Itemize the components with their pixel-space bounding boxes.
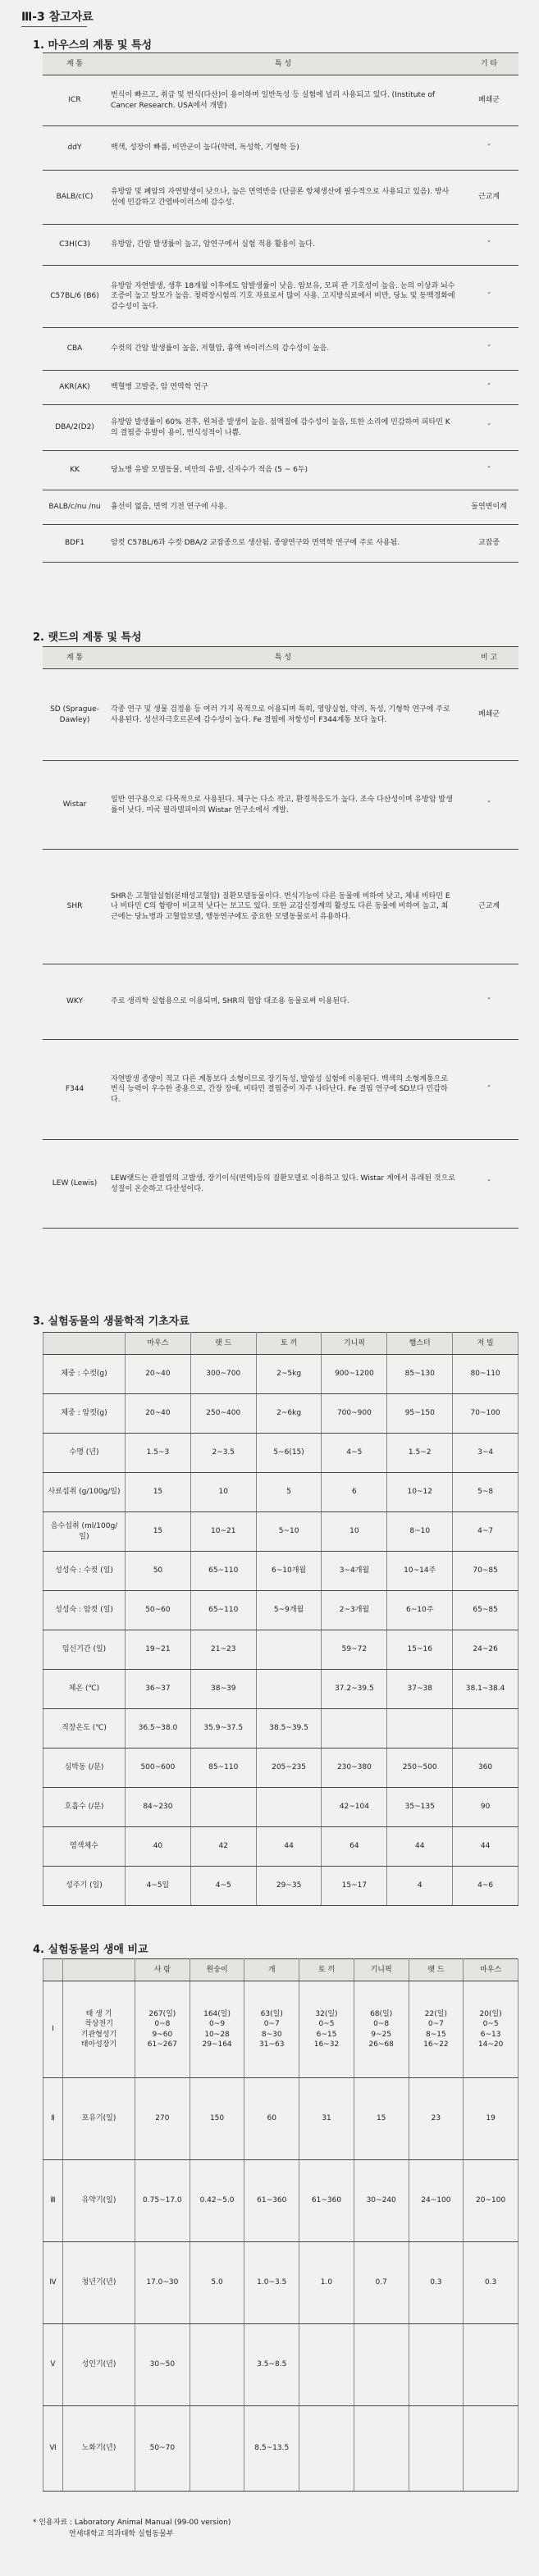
col-header: 랫 드 — [190, 1333, 256, 1355]
rat-strain-table — [43, 646, 518, 1229]
table-row — [43, 1788, 518, 1827]
table-row — [43, 1709, 518, 1748]
col-header: 개 — [244, 1959, 299, 1981]
strain-note: ″ — [459, 266, 518, 328]
table-row — [43, 1748, 518, 1788]
cell: 20~40 — [126, 1394, 191, 1434]
age-comparison-table — [43, 1958, 518, 2492]
cell: 267(일) 0~8 9~60 61~267 — [135, 1981, 190, 2078]
strain-note: ″ — [459, 371, 518, 405]
cell — [256, 1670, 322, 1709]
col-header: 특 성 — [107, 647, 459, 669]
strain-name: BDF1 — [43, 525, 107, 563]
cell: 500~600 — [126, 1748, 191, 1788]
cell: 21~23 — [190, 1630, 256, 1670]
cell: 22(일) 0~7 8~15 16~22 — [409, 1981, 464, 2078]
table-row — [43, 2078, 518, 2160]
cell — [299, 2406, 354, 2492]
cell: 5~6(15) — [256, 1434, 322, 1473]
strain-desc: 당뇨병 유발 모델동물, 비만의 유발, 신자수가 적음 (5 ~ 6두) — [107, 451, 459, 490]
cell: 30~50 — [135, 2324, 190, 2406]
cell: 230~380 — [322, 1748, 387, 1788]
row-label: 체온 (℃) — [43, 1670, 126, 1709]
cell: 80~110 — [453, 1355, 518, 1394]
cell: 250~400 — [190, 1394, 256, 1434]
cell: 700~900 — [322, 1394, 387, 1434]
cell: 10 — [190, 1473, 256, 1512]
row-label: 유약기(일) — [63, 2160, 135, 2242]
strain-desc: 백색, 성장이 빠름, 비만군이 높다(약력, 독성학, 기형학 등) — [107, 126, 459, 171]
cell: 4~5 — [190, 1867, 256, 1906]
cell: 35~135 — [387, 1788, 453, 1827]
strain-desc: 유방암 발생률이 60% 전후, 원쳐종 발생이 높음. 점액질에 감수성이 높음, 또한 소리에 민감하여 피타민 K의 결핍증 유발이 용이, 번식성적이 나쁨. — [107, 405, 459, 451]
cell: 1.0~3.5 — [244, 2242, 299, 2324]
cell — [256, 1788, 322, 1827]
cell: 6~10주 — [387, 1591, 453, 1630]
strain-note: 근교계 — [459, 850, 518, 964]
footnote-org: 연세대학교 의과대학 실험동물부 — [69, 2529, 174, 2538]
row-label: 성성숙 : 암컷 (일) — [43, 1591, 126, 1630]
cell: 4~5 — [322, 1434, 387, 1473]
cell: 64 — [322, 1827, 387, 1867]
row-label: 직장온도 (℃) — [43, 1709, 126, 1748]
cell: 50~60 — [126, 1591, 191, 1630]
cell: 1.5~3 — [126, 1434, 191, 1473]
cell: 300~700 — [190, 1355, 256, 1394]
row-roman: Ⅳ — [43, 2242, 63, 2324]
strain-name: CBA — [43, 328, 107, 371]
cell: 2~3.5 — [190, 1434, 256, 1473]
cell: 65~110 — [190, 1552, 256, 1591]
cell: 900~1200 — [322, 1355, 387, 1394]
cell: 5 — [256, 1473, 322, 1512]
cell: 15 — [354, 2078, 409, 2160]
strain-name: F344 — [43, 1040, 107, 1140]
cell: 35.9~37.5 — [190, 1709, 256, 1748]
cell: 360 — [453, 1748, 518, 1788]
cell: 1.5~2 — [387, 1434, 453, 1473]
strain-note: ″ — [459, 328, 518, 371]
cell: 68(일) 0~8 9~25 26~68 — [354, 1981, 409, 2078]
strain-desc: 암컷 C57BL/6과 수컷 DBA/2 교잡종으로 생산됨. 종양연구와 면역학 연구에 주로 사용됨. — [107, 525, 459, 563]
cell: 0.3 — [464, 2242, 518, 2324]
col-header: 사 람 — [135, 1959, 190, 1981]
cell: 10~14주 — [387, 1552, 453, 1591]
col-header: 토 끼 — [299, 1959, 354, 1981]
strain-desc: 유방암 및 폐암의 자연발생이 낮으나, 높은 면역반응 (단클론 항체생산에 필수적으로 사용되고 있음). 방사선에 민감하고 간염바이러스에 감수성. — [107, 171, 459, 225]
row-label: 성인기(년) — [63, 2324, 135, 2406]
mouse-strain-table — [43, 52, 518, 563]
strain-name: BALB/c(C) — [43, 171, 107, 225]
cell: 37.2~39.5 — [322, 1670, 387, 1709]
cell: 4~7 — [453, 1512, 518, 1552]
table-row — [43, 75, 518, 126]
row-label: 호흡수 (/분) — [43, 1788, 126, 1827]
table-row — [43, 1434, 518, 1473]
cell: 95~150 — [387, 1394, 453, 1434]
cell: 2~5kg — [256, 1355, 322, 1394]
table-row — [43, 2406, 518, 2492]
strain-name: DBA/2(D2) — [43, 405, 107, 451]
cell: 40 — [126, 1827, 191, 1867]
cell: 70~100 — [453, 1394, 518, 1434]
cell: 15 — [126, 1512, 191, 1552]
col-header: 계 통 — [43, 53, 107, 75]
strain-note: 폐쇄군 — [459, 75, 518, 126]
cell: 36.5~38.0 — [126, 1709, 191, 1748]
cell: 36~37 — [126, 1670, 191, 1709]
table-row — [43, 266, 518, 328]
cell — [354, 2406, 409, 2492]
table-row — [43, 2324, 518, 2406]
strain-name: AKR(AK) — [43, 371, 107, 405]
col-header: 랫 드 — [409, 1959, 464, 1981]
col-header: 토 끼 — [256, 1333, 322, 1355]
cell: 37~38 — [387, 1670, 453, 1709]
cell: 10 — [322, 1512, 387, 1552]
cell: 85~130 — [387, 1355, 453, 1394]
col-header: 저 빌 — [453, 1333, 518, 1355]
col-header: 햄스터 — [387, 1333, 453, 1355]
cell — [190, 2406, 244, 2492]
cell: 30~240 — [354, 2160, 409, 2242]
table-row — [43, 761, 518, 850]
cell: 19~21 — [126, 1630, 191, 1670]
col-header: 기 타 — [459, 53, 518, 75]
row-label: 성주기 (일) — [43, 1867, 126, 1906]
cell: 164(일) 0~9 10~28 29~164 — [190, 1981, 244, 2078]
row-label: 체중 : 수컷(g) — [43, 1355, 126, 1394]
mouse-section-title: 1. 마우스의 계통 및 특성 — [33, 39, 153, 52]
cell: 38.5~39.5 — [256, 1709, 322, 1748]
strain-name: WKY — [43, 964, 107, 1040]
cell — [354, 2324, 409, 2406]
strain-note: ″ — [459, 1040, 518, 1140]
cell — [322, 1709, 387, 1748]
col-header: 기니픽 — [322, 1333, 387, 1355]
strain-desc: 백혈병 고발증, 암 면역학 연구 — [107, 371, 459, 405]
strain-desc: 자연발생 종양이 적고 다른 계통보다 소형이므로 장기독성, 발암성 실험에 이용된다. 백색의 소형계통으로 번식 능력이 우수한 종용으로, 간장 장애, 비타민 결핍증이 자주 나타난다. Fe 결핍 연구에 SD보다 민감하다. — [107, 1040, 459, 1140]
strain-name: Wistar — [43, 761, 107, 850]
col-header: 특 성 — [107, 53, 459, 75]
row-label: 임신기간 (일) — [43, 1630, 126, 1670]
table-row — [43, 1630, 518, 1670]
col-header: 계 통 — [43, 647, 107, 669]
cell: 20~40 — [126, 1355, 191, 1394]
table-row — [43, 490, 518, 525]
col-header: 원숭이 — [190, 1959, 244, 1981]
table-row — [43, 2160, 518, 2242]
row-label: 청년기(년) — [63, 2242, 135, 2324]
header-divider — [21, 26, 87, 27]
row-label: 수명 (년) — [43, 1434, 126, 1473]
col-header — [43, 1959, 63, 1981]
strain-note: 근교계 — [459, 171, 518, 225]
table-row — [43, 1355, 518, 1394]
table-row — [43, 225, 518, 266]
strain-note: ″ — [459, 761, 518, 850]
cell: 60 — [244, 2078, 299, 2160]
cell: 23 — [409, 2078, 464, 2160]
col-header: 마우스 — [464, 1959, 518, 1981]
cell: 50 — [126, 1552, 191, 1591]
cell: 20(일) 0~5 6~13 14~20 — [464, 1981, 518, 2078]
cell: 65~85 — [453, 1591, 518, 1630]
table-row — [43, 1552, 518, 1591]
strain-desc: 주로 생리학 실험용으로 이용되며, SHR의 협압 대조용 동물로써 이용된다. — [107, 964, 459, 1040]
row-roman: Ⅱ — [43, 2078, 63, 2160]
cell — [299, 2324, 354, 2406]
cell: 61~360 — [299, 2160, 354, 2242]
strain-name: SD (Sprague-Dawley) — [43, 669, 107, 761]
cell: 42~104 — [322, 1788, 387, 1827]
row-label: 심박동 (/분) — [43, 1748, 126, 1788]
strain-note: ″ — [459, 405, 518, 451]
cell: 6 — [322, 1473, 387, 1512]
strain-name: BALB/c/nu /nu — [43, 490, 107, 525]
row-roman: Ⅴ — [43, 2324, 63, 2406]
cell: 5.0 — [190, 2242, 244, 2324]
table-row — [43, 2242, 518, 2324]
strain-name: ddY — [43, 126, 107, 171]
table-row — [43, 171, 518, 225]
row-roman: Ⅵ — [43, 2406, 63, 2492]
cell: 85~110 — [190, 1748, 256, 1788]
strain-desc: 각종 연구 및 생물 검정용 등 여러 가지 목적으로 이용되며 특히, 영양실험, 약리, 독성, 기형학 연구에 주로 사용된다. 성선자극호르몬에 감수성이 높다. Fe 결핍에 저항성이 F344계통 보다 높다. — [107, 669, 459, 761]
cell: 31 — [299, 2078, 354, 2160]
table-row — [43, 1827, 518, 1867]
cell: 8.5~13.5 — [244, 2406, 299, 2492]
cell: 38~39 — [190, 1670, 256, 1709]
cell: 250~500 — [387, 1748, 453, 1788]
row-label: 음수섭취 (ml/100g/일) — [43, 1512, 126, 1552]
row-label: 사료섭취 (g/100g/일) — [43, 1473, 126, 1512]
cell: 0.42~5.0 — [190, 2160, 244, 2242]
table-row — [43, 1591, 518, 1630]
strain-desc: 수컷의 간암 발생률이 높음, 저혈압, 흉액 바이러스의 감수성이 높음. — [107, 328, 459, 371]
cell: 63(일) 0~7 8~30 31~63 — [244, 1981, 299, 2078]
cell: 0.3 — [409, 2242, 464, 2324]
strain-desc: 번식이 빠르고, 취급 및 번식(다산)이 용이하며 일반독성 등 실험에 널리 사용되고 있다. (Institute of Cancer Research. USA에서 개발) — [107, 75, 459, 126]
strain-note: ″ — [459, 1140, 518, 1229]
cell: 15~17 — [322, 1867, 387, 1906]
table-row — [43, 1040, 518, 1140]
cell: 2~3개월 — [322, 1591, 387, 1630]
table-row — [43, 1473, 518, 1512]
table-row — [43, 1670, 518, 1709]
cell: 32(일) 0~5 6~15 16~32 — [299, 1981, 354, 2078]
cell: 20~100 — [464, 2160, 518, 2242]
cell: 3.5~8.5 — [244, 2324, 299, 2406]
table-row — [43, 1981, 518, 2078]
cell: 44 — [387, 1827, 453, 1867]
footnote — [33, 2518, 231, 2540]
cell: 50~70 — [135, 2406, 190, 2492]
cell: 3~4개월 — [322, 1552, 387, 1591]
cell: 2~6kg — [256, 1394, 322, 1434]
cell: 70~85 — [453, 1552, 518, 1591]
table-row — [43, 964, 518, 1040]
cell: 205~235 — [256, 1748, 322, 1788]
cell: 5~10 — [256, 1512, 322, 1552]
cell: 270 — [135, 2078, 190, 2160]
strain-desc: 흉선이 없음, 면역 기전 연구에 사용. — [107, 490, 459, 525]
cell: 150 — [190, 2078, 244, 2160]
cell — [464, 2324, 518, 2406]
cell: 10~12 — [387, 1473, 453, 1512]
col-header — [43, 1333, 126, 1355]
strain-name: C57BL/6 (B6) — [43, 266, 107, 328]
cell: 10~21 — [190, 1512, 256, 1552]
cell: 19 — [464, 2078, 518, 2160]
cell: 1.0 — [299, 2242, 354, 2324]
row-roman: Ⅰ — [43, 1981, 63, 2078]
row-label: 포유기(일) — [63, 2078, 135, 2160]
table-row — [43, 451, 518, 490]
table-row — [43, 1394, 518, 1434]
cell: 44 — [256, 1827, 322, 1867]
table-row — [43, 850, 518, 964]
col-header: 비 고 — [459, 647, 518, 669]
cell — [409, 2324, 464, 2406]
strain-desc: LEW랫드는 관절염의 고발생, 장기이식(면역)등의 질환모델로 이용하고 있다. Wistar 계에서 유래된 것으로 성질이 온순하고 다산성이다. — [107, 1140, 459, 1229]
strain-note: 교잡종 — [459, 525, 518, 563]
strain-note: ″ — [459, 225, 518, 266]
cell: 4~6 — [453, 1867, 518, 1906]
strain-name: LEW (Lewis) — [43, 1140, 107, 1229]
footnote-source: * 인용자료 : Laboratory Animal Manual (99-00 version) — [33, 2519, 231, 2527]
row-label: 노화기(년) — [63, 2406, 135, 2492]
table-row — [43, 405, 518, 451]
section-header: Ⅲ-3 참고자료 — [21, 11, 94, 24]
strain-note: 폐쇄군 — [459, 669, 518, 761]
strain-note: ″ — [459, 126, 518, 171]
bio-data-table — [43, 1332, 518, 1906]
strain-desc: 유방암, 간암 발생률이 높고, 암연구에서 실험 적용 활용이 높다. — [107, 225, 459, 266]
cell: 24~100 — [409, 2160, 464, 2242]
cell — [464, 2406, 518, 2492]
row-label: 태 생 기 착상전기 기관형성기 태아성장기 — [63, 1981, 135, 2078]
cell — [387, 1709, 453, 1748]
cell: 5~8 — [453, 1473, 518, 1512]
age-section-title: 4. 실험동물의 생애 비교 — [33, 1944, 148, 1956]
strain-note: 돌연변이계 — [459, 490, 518, 525]
cell: 8~10 — [387, 1512, 453, 1552]
cell: 3~4 — [453, 1434, 518, 1473]
col-header: 기니픽 — [354, 1959, 409, 1981]
cell — [190, 2324, 244, 2406]
cell: 0.7 — [354, 2242, 409, 2324]
strain-note: ″ — [459, 964, 518, 1040]
table-row — [43, 525, 518, 563]
col-header — [63, 1959, 135, 1981]
cell: 15~16 — [387, 1630, 453, 1670]
cell — [409, 2406, 464, 2492]
table-row — [43, 328, 518, 371]
cell — [453, 1709, 518, 1748]
strain-name: C3H(C3) — [43, 225, 107, 266]
cell: 42 — [190, 1827, 256, 1867]
strain-note: ″ — [459, 451, 518, 490]
table-row — [43, 1867, 518, 1906]
row-roman: Ⅲ — [43, 2160, 63, 2242]
cell: 24~26 — [453, 1630, 518, 1670]
strain-name: SHR — [43, 850, 107, 964]
table-row — [43, 669, 518, 761]
cell: 6~10개월 — [256, 1552, 322, 1591]
cell: 38.1~38.4 — [453, 1670, 518, 1709]
row-label: 체중 : 암컷(g) — [43, 1394, 126, 1434]
row-label: 성성숙 : 수컷 (일) — [43, 1552, 126, 1591]
strain-name: ICR — [43, 75, 107, 126]
cell: 4~5일 — [126, 1867, 191, 1906]
rat-section-title: 2. 랫드의 계통 및 특성 — [33, 631, 142, 644]
cell: 0.75~17.0 — [135, 2160, 190, 2242]
table-row — [43, 1512, 518, 1552]
cell: 5~9개월 — [256, 1591, 322, 1630]
cell: 65~110 — [190, 1591, 256, 1630]
cell: 59~72 — [322, 1630, 387, 1670]
bio-section-title: 3. 실험동물의 생물학적 기초자료 — [33, 1315, 190, 1328]
strain-name: KK — [43, 451, 107, 490]
cell: 84~230 — [126, 1788, 191, 1827]
cell — [256, 1630, 322, 1670]
cell: 4 — [387, 1867, 453, 1906]
table-row — [43, 371, 518, 405]
row-label: 염색체수 — [43, 1827, 126, 1867]
col-header: 마우스 — [126, 1333, 191, 1355]
strain-desc: 일반 연구용으로 다목적으로 사용된다. 체구는 다소 작고, 환경적응도가 높다. 조숙 다산성이며 유방암 발생률이 낮다. 미국 필라델피아의 Wistar 연구소에서 개발. — [107, 761, 459, 850]
table-row — [43, 1140, 518, 1229]
strain-desc: 유방암 자연발생, 생후 18개월 이후에도 암발생률이 낮음. 암보유, 모피 관 기호성이 높음. 눈의 이상과 뇌수조증이 높고 탈모가 높음. 청력장시험의 기호 자료로서 많이 사용. 고지방식료에서 비만, 당뇨 및 동맥경화에 감수성이 높다. — [107, 266, 459, 328]
cell: 29~35 — [256, 1867, 322, 1906]
strain-desc: SHR은 고혈압실험(본태성고혈압) 질환모델동물이다. 번식기능이 다른 동물에 비하여 낮고, 체내 비타민 E나 비타민 C의 함량이 비교적 낮다는 보고도 있다. 또한 교감신경계의 활성도 다른 동물에 비하여 높고, 최근에는 당뇨병과 고혈압모델, 행동연구에도 중요한 모델동물로서 유용하다. — [107, 850, 459, 964]
cell: 17.0~30 — [135, 2242, 190, 2324]
cell: 15 — [126, 1473, 191, 1512]
cell: 90 — [453, 1788, 518, 1827]
cell: 44 — [453, 1827, 518, 1867]
cell: 61~360 — [244, 2160, 299, 2242]
table-row — [43, 126, 518, 171]
cell — [190, 1788, 256, 1827]
